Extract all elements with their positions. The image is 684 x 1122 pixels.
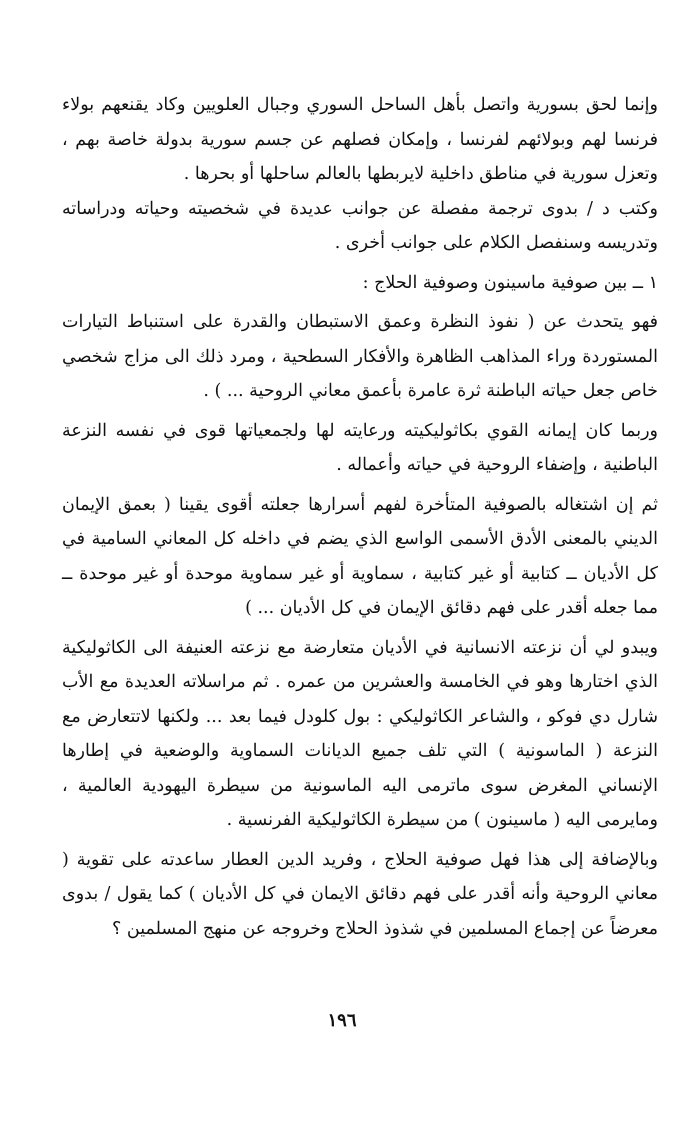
paragraph-1: وإنما لحق بسورية واتصل بأهل الساحل السوري وجبال العلويين وكاد يقنعهم بولاء فرنسا لهم وبولائهم لفرنسا ، وإمكان فصلهم عن جسم سورية بدولة خاصة بهم ، وتعزل سورية في مناطق داخلية لايربطها بالعالم ساحلها أو بحرها . <box>62 95 658 184</box>
paragraph-3: فهو يتحدث عن ( نفوذ النظرة وعمق الاستبطان والقدرة على استنباط التيارات المستوردة وراء المذاهب الظاهرة والأفكار السطحية ، ومرد ذلك الى مزاج شخصي خاص جعل حياته الباطنة ثرة عامرة بأعمق معاني الروحية ... ) . <box>62 312 658 401</box>
paragraph-5: ثم إن اشتغاله بالصوفية المتأخرة لفهم أسرارها جعلته أقوى يقينا ( بعمق الإيمان الديني بالمعنى الأدق الأسمى الواسع الذي يضم في داخله كل المعاني السامية في كل الأديان ــ كتابية أو غير كتابية ، سماوية أو غير سماوية موحدة أو غير موحدة ــ مما جعله أقدر على فهم دقائق الإيمان في كل الأديان ... ) <box>62 494 658 618</box>
body-text <box>62 88 658 946</box>
paragraph-7: وبالإضافة إلى هذا فهل صوفية الحلاج ، وفريد الدين العطار ساعدته على تقوية ( معاني الروحية وأنه أقدر على فهم دقائق الايمان في كل الأديان ) كما يقول / بدوى معرضاً عن إجماع المسلمين في شذوذ الحلاج وخروجه عن منهج المسلمين ؟ <box>62 849 658 939</box>
page-number: ١٩٦ <box>327 1010 357 1031</box>
paragraph-6: ويبدو لي أن نزعته الانسانية في الأديان متعارضة مع نزعته العنيفة الى الكاثوليكية الذي اختارها وهو في الخامسة والعشرين من عمره . ثم مراسلاته العديدة مع الأب شارل دي فوكو ، والشاعر الكاثوليكي : بول كلودل فيما بعد ... ولكنها لاتتعارض مع النزعة ( الماسونية ) التي تلف جميع الديانات السماوية والوضعية في إطارها الإنساني المغرض سوى ماترمى اليه الماسونية من سيطرة اليهودية العالمية ، ومايرمى اليه ( ماسينون ) من سيطرة الكاثوليكية الفرنسية . <box>62 637 658 830</box>
paragraph-4: وربما كان إيمانه القوي بكاثوليكيته ورعايته لها ولجمعياتها قوى في نفسه النزعة الباطنية ، وإضفاء الروحية في حياته وأعماله . <box>62 420 658 475</box>
paragraph-2: وكتب د / بدوى ترجمة مفصلة عن جوانب عديدة في شخصيته وحياته ودراساته وتدريسه وسنفصل الكلام على جوانب أخرى . <box>62 198 658 253</box>
section-heading: ١ ــ بين صوفية ماسينون وصوفية الحلاج : <box>362 272 658 293</box>
